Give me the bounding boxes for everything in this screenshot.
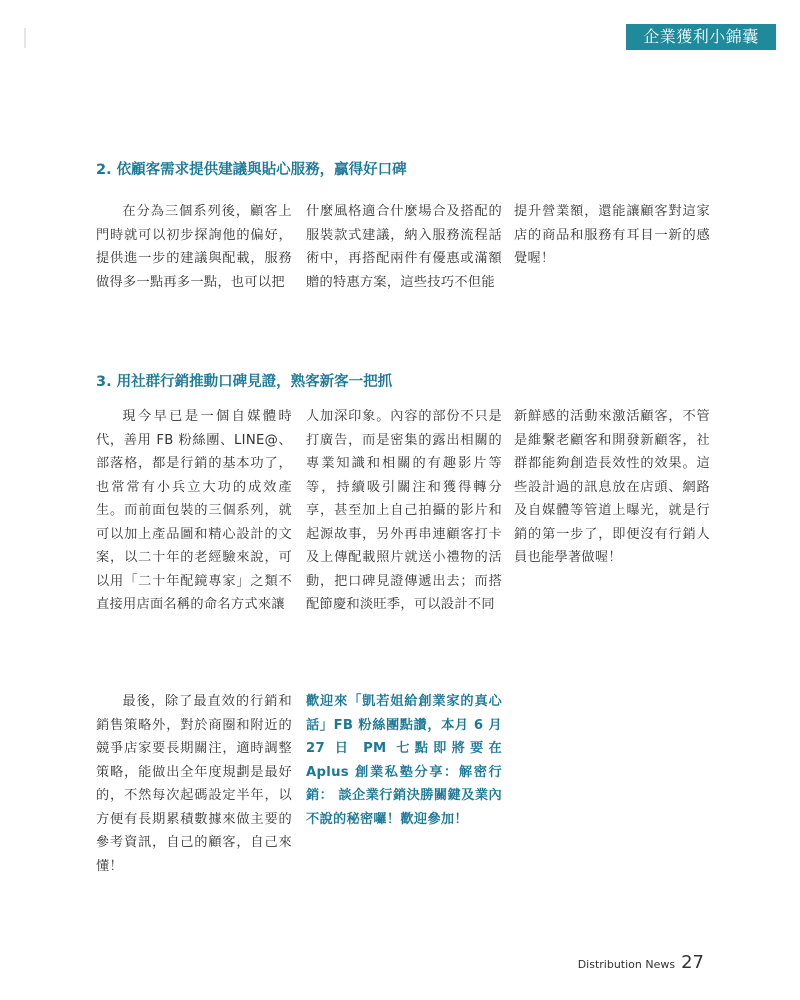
section-2-heading: 2. 依顧客需求提供建議與貼心服務，贏得好口碑 bbox=[96, 162, 407, 178]
page-edge-mark bbox=[24, 28, 26, 48]
section-2-column-2: 什麼風格適合什麼場合及搭配的服裝款式建議，納入服務流程話術中，再搭配兩件有優惠或滿額贈的特惠方案，這些技巧不但能 bbox=[306, 204, 502, 290]
event-promo-text: 歡迎來「凱若姐給創業家的真心話」FB 粉絲團點讚，本月 6 月 27 日 PM 七點即將要在 Aplus 創業私塾分享：解密行銷： 談企業行銷決勝關鍵及業內不說的秘密囉！歡迎參加！ bbox=[306, 694, 502, 827]
section-3-column-2: 人加深印象。內容的部份不只是打廣告，而是密集的露出相關的專業知識和相關的有趣影片等等，持續吸引關注和獲得轉分享，甚至加上自己拍攝的影片和起源故事，另外再串連顧客打卡及上傳配載照片就送小禮物的活動，把口碑見證傳遞出去；而搭配節慶和淡旺季，可以設計不同 bbox=[306, 409, 502, 612]
section-3-heading: 3. 用社群行銷推動口碑見證，熟客新客一把抓 bbox=[96, 374, 393, 390]
page-number: 27 bbox=[681, 952, 704, 973]
section-3-column-3: 新鮮感的活動來激活顧客，不管是維繫老顧客和開發新顧客，社群都能夠創造長效性的效果。這些設計過的訊息放在店頭、網路及自媒體等管道上曝光，就是行銷的第一步了，即便沒有行銷人員也能學著做喔！ bbox=[514, 409, 710, 565]
section-2-column-3: 提升營業額，還能讓顧客對這家店的商品和服務有耳目一新的感覺喔！ bbox=[514, 204, 710, 266]
publication-name: Distribution News bbox=[577, 958, 676, 971]
section-2-column-1: 在分為三個系列後，顧客上門時就可以初步探詢他的偏好，提供進一步的建議與配載，服務做得多一點再多一點，也可以把 bbox=[96, 204, 292, 290]
section-banner: 企業獲利小錦囊 bbox=[626, 24, 776, 50]
page-footer bbox=[578, 952, 704, 973]
section-3-column-1: 現今早已是一個自媒體時代，善用 FB 粉絲團、LINE@、部落格，都是行銷的基本功了，也常常有小兵立大功的成效產生。而前面包裝的三個系列，就可以加上產品圖和精心設計的文案，以二十年的老經驗來說，可以用「二十年配鏡專家」之類不直接用店面名稱的命名方式來讓 bbox=[96, 409, 292, 612]
closing-paragraph: 最後，除了最直效的行銷和銷售策略外，對於商圈和附近的競爭店家要長期關注，適時調整策略，能做出全年度規劃是最好的，不然每次起碼設定半年，以方便有長期累積數據來做主要的參考資訊，自己的顧客，自己來懂！ bbox=[96, 694, 292, 874]
